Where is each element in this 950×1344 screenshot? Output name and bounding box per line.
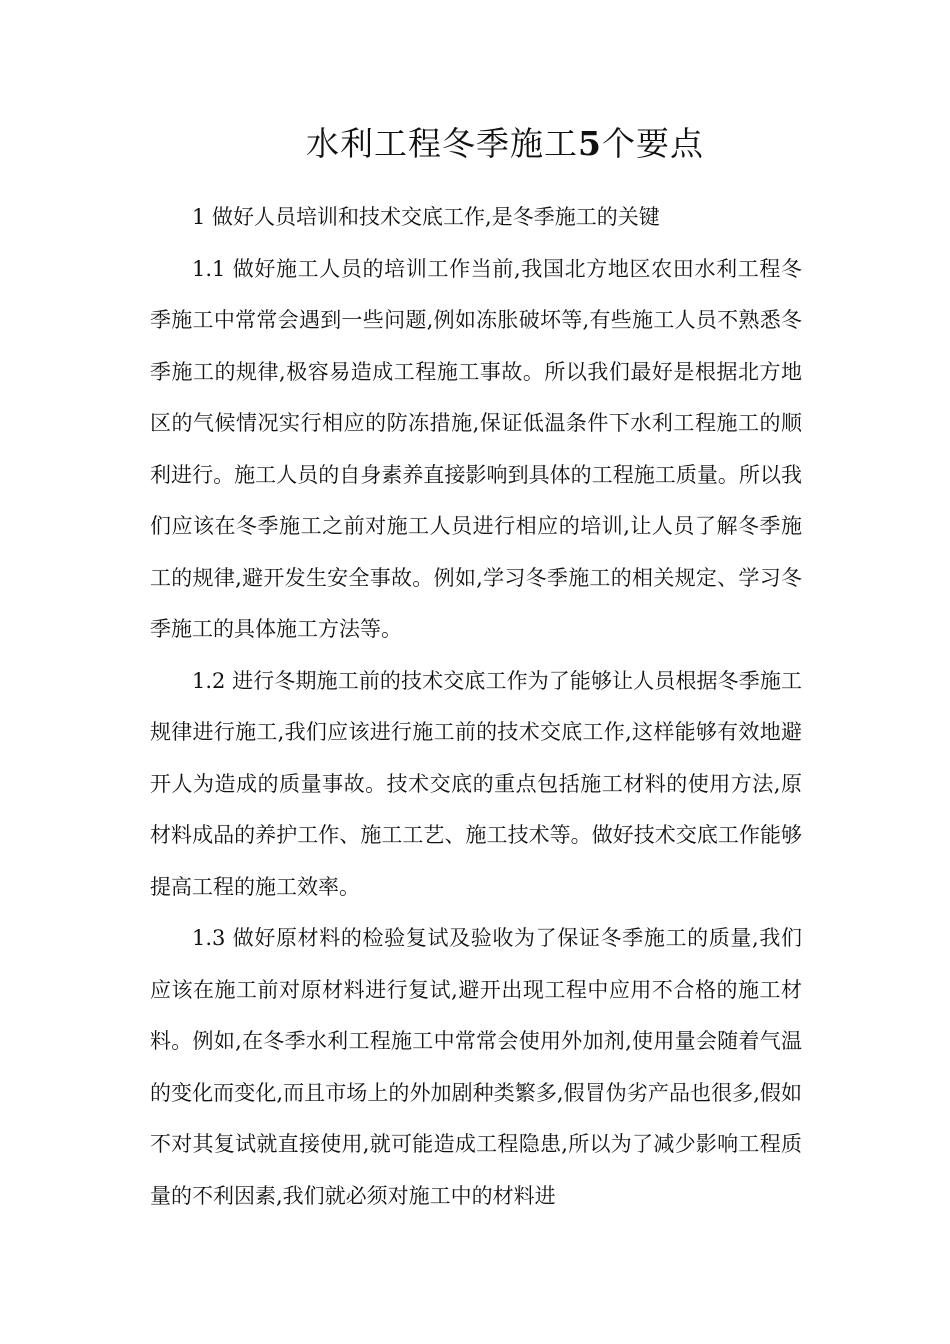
paragraph-1-3: 1.3 做好原材料的检验复试及验收为了保证冬季施工的质量,我们应该在施工前对原材料进行复试,避开出现工程中应用不合格的施工材料。例如,在冬季水利工程施工中常常会使用外加剂,使用量会随着气温的变化而变化,而且市场上的外加剧种类繁多,假冒伪劣产品也很多,假如不对其复试就直接使用,就可能造成工程隐患,所以为了减少影响工程质量的不利因素,我们就必须对施工中的材料进 [150,926,802,1208]
title-text: 水利工程冬季施工 [306,124,579,163]
document-body [150,192,802,1222]
document-title [150,118,860,170]
section-heading-1: 1 做好人员培训和技术交底工作,是冬季施工的关键 [192,205,660,229]
paragraph-1-2: 1.2 进行冬期施工前的技术交底工作为了能够让人员根据冬季施工规律进行施工,我们应该进行施工前的技术交底工作,这样能够有效地避开人为造成的质量事故。技术交底的重点包括施工材料的使用方法,原材料成品的养护工作、施工工艺、施工技术等。做好技术交底工作能够提高工程的施工效率。 [150,668,802,899]
paragraph-1-1: 1.1 做好施工人员的培训工作当前,我国北方地区农田水利工程冬季施工中常常会遇到一些问题,例如冻胀破坏等,有些施工人员不熟悉冬季施工的规律,极容易造成工程施工事故。所以我们最好是根据北方地区的气候情况实行相应的防冻措施,保证低温条件下水利工程施工的顺利进行。施工人员的自身素养直接影响到具体的工程施工质量。所以我们应该在冬季施工之前对施工人员进行相应的培训,让人员了解冬季施工的规律,避开发生安全事故。例如,学习冬季施工的相关规定、学习冬季施工的具体施工方法等。 [150,256,802,641]
title-number: 5 [578,124,602,163]
title-suffix: 个要点 [601,124,704,163]
